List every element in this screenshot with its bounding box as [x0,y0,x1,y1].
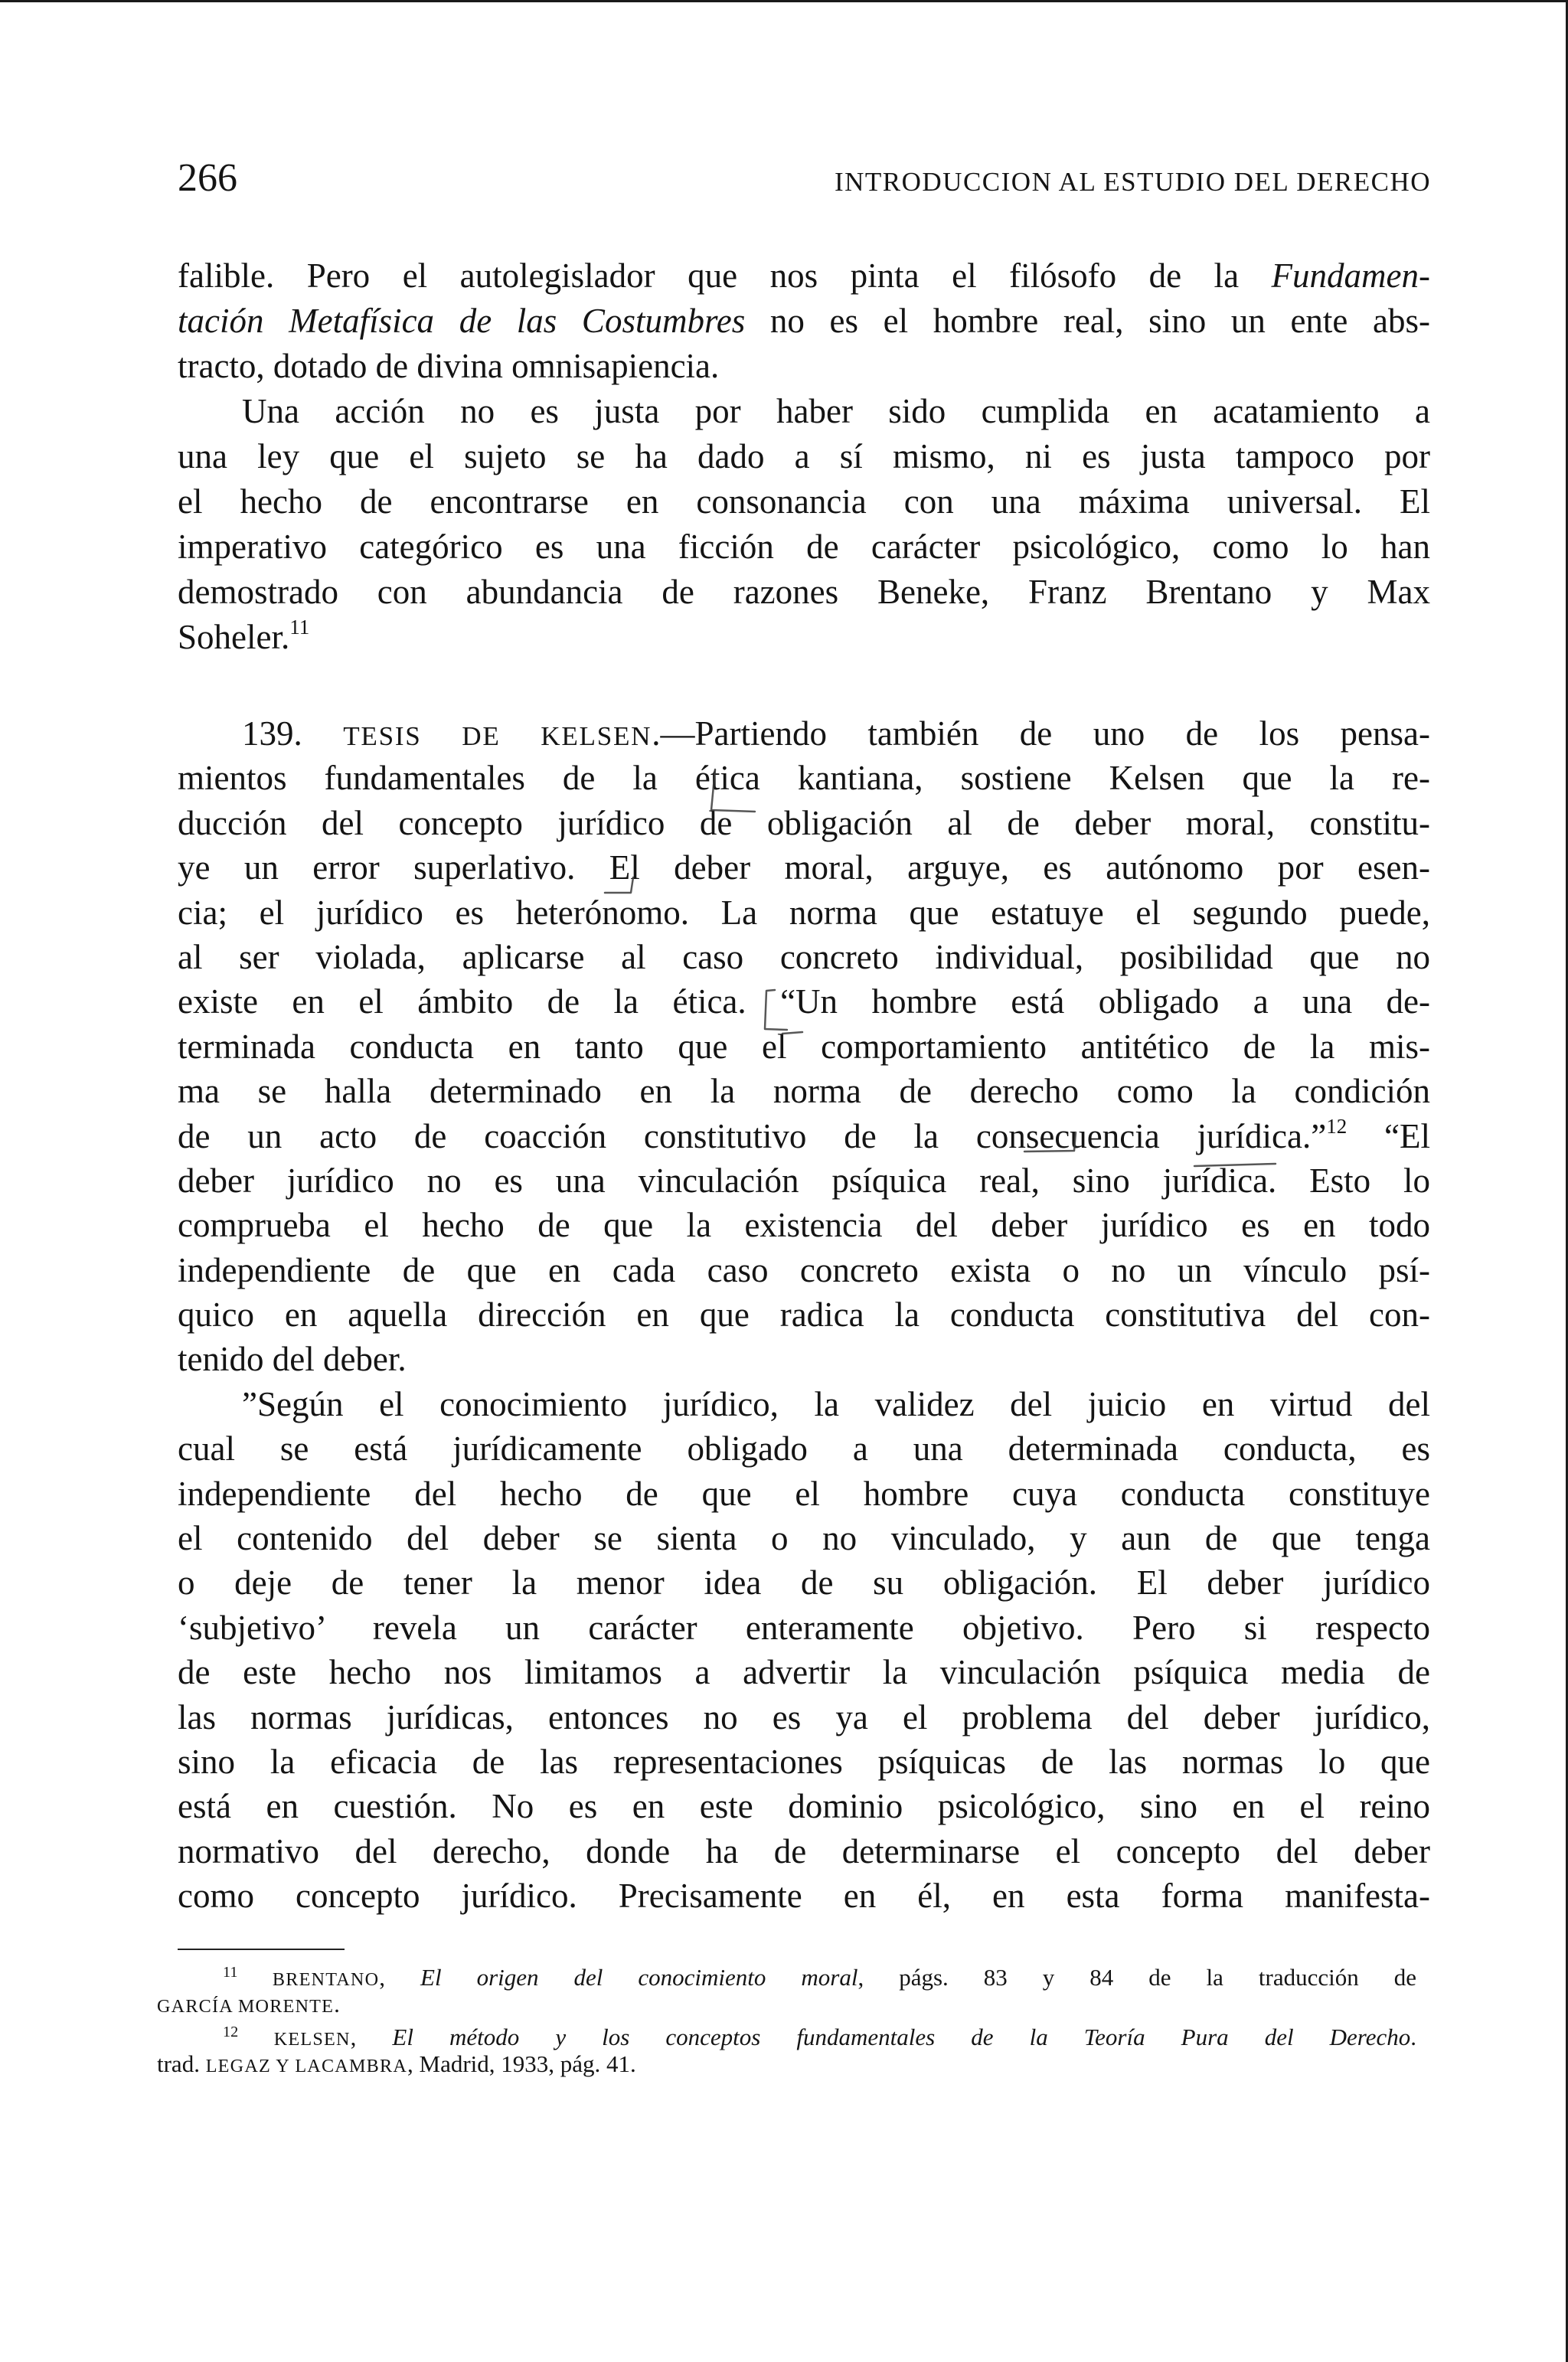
text-line: quico en aquella dirección en que radica la conducta constitutiva del con- [178,1295,1430,1335]
text-line: ‘subjetivo’ revela un carácter enteramente objetivo. Pero si respecto [178,1608,1430,1647]
text-run: .—Partiendo también de uno de los pensa- [652,714,1430,753]
text-line: tenido del deber. [178,1340,407,1379]
paragraph-first-line: ”Según el conocimiento jurídico, la validez del juicio en virtud del [242,1384,1430,1423]
footnote-author: BRENTANO [237,1969,380,1990]
footnote-text: , Madrid, 1933, pág. 41. [407,2050,636,2077]
text-line: tracto, dotado de divina omnisapiencia. [178,347,720,385]
body-text-top [178,253,1430,660]
footnote-11 [157,1964,1416,2017]
text-line: o deje de tener la menor idea de su obligación. El deber jurídico [178,1563,1430,1602]
text-line: ducción del concepto jurídico de obligación al de deber moral, constitu- [178,803,1430,842]
text-line: demostrado con abundancia de razones Beneke, Franz Brentano y Max [178,573,1430,611]
text-line: independiente del hecho de que el hombre cuya conducta constituye [178,1474,1430,1513]
text-line: cia; el jurídico es heterónomo. La norma que estatuye el segundo puede, [178,893,1430,932]
text-line: está en cuestión. No es en este dominio psicológico, sino en el reino [178,1787,1430,1826]
text-line [178,299,1430,344]
text-line: sino la eficacia de las representaciones psíquicas de las normas lo que [178,1742,1430,1781]
footnote-translator: GARCÍA MORENTE [157,1996,335,2017]
text-line: de este hecho nos limitamos a advertir la vinculación psíquica media de [178,1653,1430,1692]
text-line: terminada conducta en tanto que el comportamiento antitético de la mis- [178,1027,1430,1066]
footnote-text: , págs. 83 y 84 de la traducción de [858,1964,1417,1991]
footnote-12 [157,2024,1416,2077]
text-line: como concepto jurídico. Precisamente en él, en esta forma manifesta- [178,1877,1430,1916]
footnote-author: KELSEN [238,2029,351,2050]
footnote-text: , [350,2024,393,2050]
text-line: independiente de que en cada caso concreto exista o no un vínculo psí- [178,1250,1430,1289]
footnote-ref: 11 [289,616,310,639]
text-line: existe en el ámbito de la ética. “Un hombre está obligado a una de- [178,982,1430,1021]
footnote-ref: 12 [1326,1114,1348,1138]
text-line [178,1114,1430,1158]
text-line: cual se está jurídicamente obligado a una determinada conducta, es [178,1429,1430,1468]
text-line: imperativo categórico es una ficción de carácter psicológico, como lo han [178,528,1430,566]
footnote-line [157,2024,1416,2050]
footnote-divider [178,1949,345,1950]
footnote-translator: LEGAZ Y LACAMBRA [205,2056,407,2076]
footnote-marker: 11 [223,1963,238,1981]
section-title: TESIS DE KELSEN [343,721,652,751]
text-line: ma se halla determinado en la norma de derecho como la condición [178,1072,1430,1111]
text-run: no es el hombre real, sino un ente abs- [745,302,1430,340]
italic-book-title: tación Metafísica de las Costumbres [178,302,746,340]
footnote-text: . [1410,2024,1416,2050]
footnote-line [157,2050,1416,2077]
footnote-text: , [379,1964,421,1991]
text-line: ye un error superlativo. El deber moral, arguye, es autónomo por esen- [178,848,1430,887]
text-line: una ley que el sujeto se ha dado a sí mismo, ni es justa tampoco por [178,437,1430,475]
footnote-text: trad. [157,2050,206,2077]
text-line [178,615,1430,660]
running-header [178,155,1431,201]
footnote-work-title: El origen del conocimiento moral [420,1964,858,1991]
italic-book-title: Fundamen- [1271,256,1430,295]
text-line: mientos fundamentales de la ética kantiana, sostiene Kelsen que la re- [178,759,1430,798]
footnote-text: . [334,1991,340,2017]
page-number: 266 [178,156,237,200]
section-number: 139. [242,714,344,753]
text-line: el contenido del deber se sienta o no vinculado, y aun de que tenga [178,1519,1430,1558]
text-line: las normas jurídicas, entonces no es ya el problema del deber jurídico, [178,1697,1430,1736]
footnote-marker: 12 [223,2023,239,2040]
text-line: comprueba el hecho de que la existencia del deber jurídico es en todo [178,1206,1430,1245]
section-heading-line [178,711,1430,756]
footnote-work-title: El método y los conceptos fundamentales de la Teoría Pura del Derecho [392,2024,1411,2050]
text-line: normativo del derecho, donde ha de determinarse el concepto del deber [178,1831,1430,1870]
paragraph-first-line: Una acción no es justa por haber sido cumplida en acatamiento a [242,392,1430,430]
text-line: al ser violada, aplicarse al caso concreto individual, posibilidad que no [178,937,1430,976]
text-run: falible. Pero el autolegislador que nos pinta el filósofo de la [178,256,1272,295]
text-line [178,253,1430,299]
text-line: el hecho de encontrarse en consonancia con una máxima universal. El [178,482,1430,521]
text-run: de un acto de coacción constitutivo de la consecuencia jurídica.” [178,1116,1327,1155]
running-head-title: INTRODUCCION AL ESTUDIO DEL DERECHO [834,167,1431,197]
text-run: Soheler. [178,618,290,656]
section-139 [178,711,1430,1919]
footnote-line [157,1964,1416,1991]
footnote-line [157,1991,1416,2017]
text-line: deber jurídico no es una vinculación psíquica real, sino jurídica. Esto lo [178,1161,1430,1200]
text-run: “El [1347,1116,1430,1155]
